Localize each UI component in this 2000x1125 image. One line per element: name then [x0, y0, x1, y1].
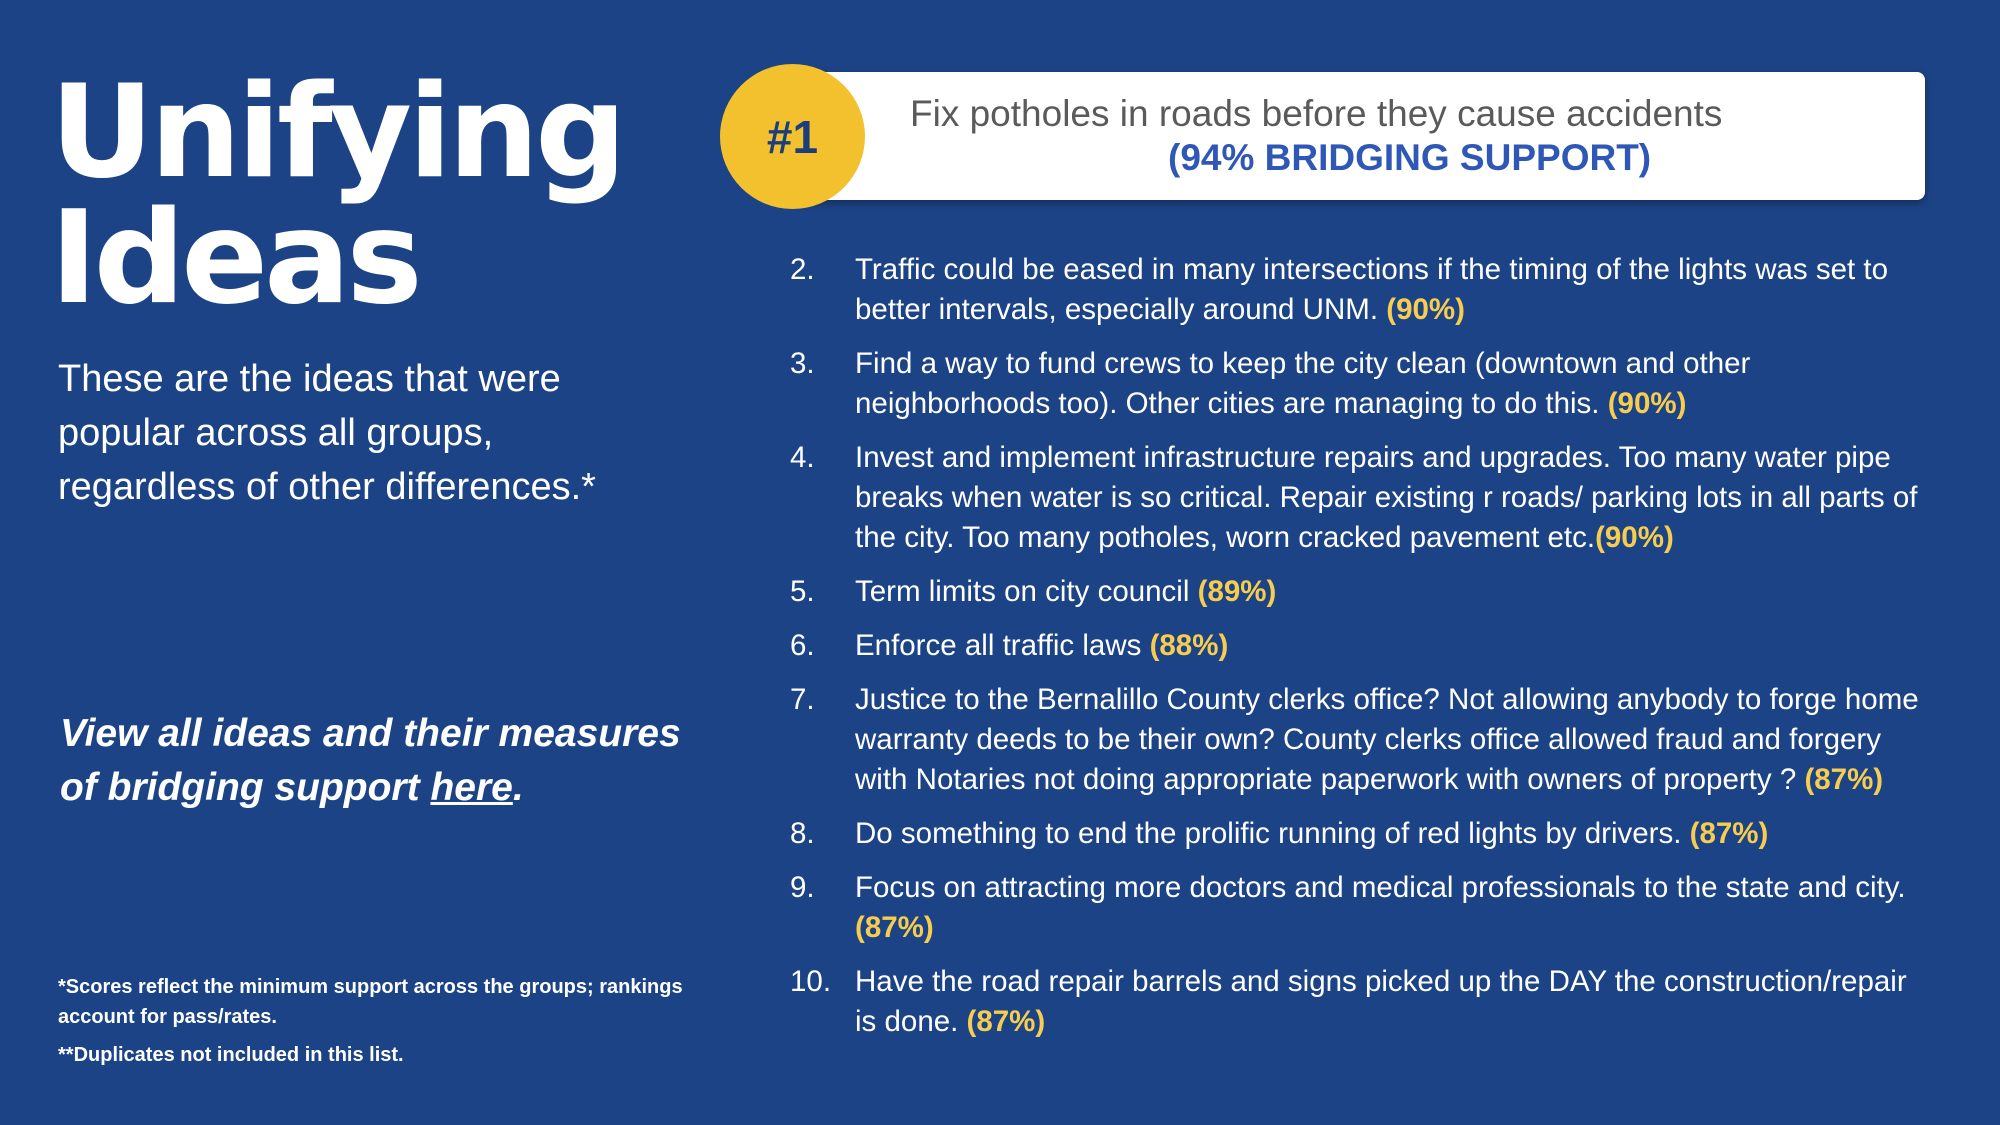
subtitle: These are the ideas that were popular across all groups, regardless of other differences.*: [58, 358, 596, 508]
idea-number: 8.: [790, 817, 815, 850]
idea-number: 10.: [790, 965, 832, 998]
idea-number: 7.: [790, 683, 815, 716]
idea-percent: (88%): [1149, 629, 1229, 662]
view-all-ideas-text: [60, 707, 700, 815]
view-all-text: View all ideas and their measures of bridging support: [60, 712, 681, 809]
idea-item: [790, 572, 1930, 612]
idea-text: Have the road repair barrels and signs picked up the DAY the construction/repair is done.: [855, 965, 1907, 1038]
title-line-2: Ideas: [50, 184, 419, 333]
idea-item: [790, 438, 1930, 558]
footnote-scores: *Scores reflect the minimum support across the groups; rankings account for pass/rates.: [58, 976, 683, 1028]
idea-text: Enforce all traffic laws: [855, 629, 1142, 662]
here-link[interactable]: here: [430, 766, 513, 809]
idea-number: 2.: [790, 253, 815, 286]
idea-number: 9.: [790, 871, 815, 904]
view-all-suffix: .: [512, 766, 524, 809]
idea-percent: (90%): [1607, 387, 1687, 420]
idea-percent: (87%): [966, 1005, 1046, 1038]
idea-item: [790, 344, 1930, 424]
idea-text: Traffic could be eased in many intersections if the timing of the lights was set to better intervals, especially around UNM.: [855, 253, 1889, 326]
top-idea-card: [790, 72, 1925, 200]
idea-text: Justice to the Bernalillo County clerks office? Not allowing anybody to forge home warranty deeds to be their own? County clerks office allowed fraud and forgery with Notaries not doing appropriate paperwork with owners of property ?: [855, 683, 1919, 796]
idea-item: [790, 814, 1930, 854]
idea-item: [790, 680, 1930, 800]
idea-item: [790, 868, 1930, 948]
idea-percent: (87%): [1804, 763, 1884, 796]
idea-text: Do something to end the prolific running of red lights by drivers.: [855, 817, 1682, 850]
idea-item: [790, 626, 1930, 666]
idea-text: Focus on attracting more doctors and medical professionals to the state and city.: [855, 871, 1906, 904]
page-title: [50, 58, 623, 333]
idea-number: 6.: [790, 629, 815, 662]
idea-number: 4.: [790, 441, 815, 474]
idea-percent: (87%): [855, 911, 934, 944]
idea-percent: (89%): [1197, 575, 1277, 608]
idea-text: Find a way to fund crews to keep the city clean (downtown and other neighborhoods too). Other cities are managing to do this.: [855, 347, 1751, 420]
idea-number: 3.: [790, 347, 815, 380]
idea-text: Term limits on city council: [855, 575, 1190, 608]
footnotes: [58, 972, 698, 1070]
idea-percent: (90%): [1386, 293, 1465, 326]
idea-percent: (90%): [1595, 521, 1674, 554]
top-idea-text: Fix potholes in roads before they cause accidents: [910, 93, 1723, 134]
title-line-1: Unifying: [50, 58, 623, 207]
footnote-duplicates: **Duplicates not included in this list.: [58, 1044, 404, 1066]
idea-percent: (87%): [1689, 817, 1769, 850]
idea-item: [790, 250, 1930, 330]
idea-list: [790, 250, 1930, 1056]
top-idea-support: (94% BRIDGING SUPPORT): [1168, 137, 1652, 178]
idea-number: 5.: [790, 575, 815, 608]
rank-badge: #1: [720, 64, 865, 209]
idea-item: [790, 962, 1930, 1042]
idea-text: Invest and implement infrastructure repairs and upgrades. Too many water pipe breaks when water is so critical. Repair existing r roads/ parking lots in all parts of the city. Too many potholes, worn cracked pavement etc.: [855, 441, 1918, 554]
